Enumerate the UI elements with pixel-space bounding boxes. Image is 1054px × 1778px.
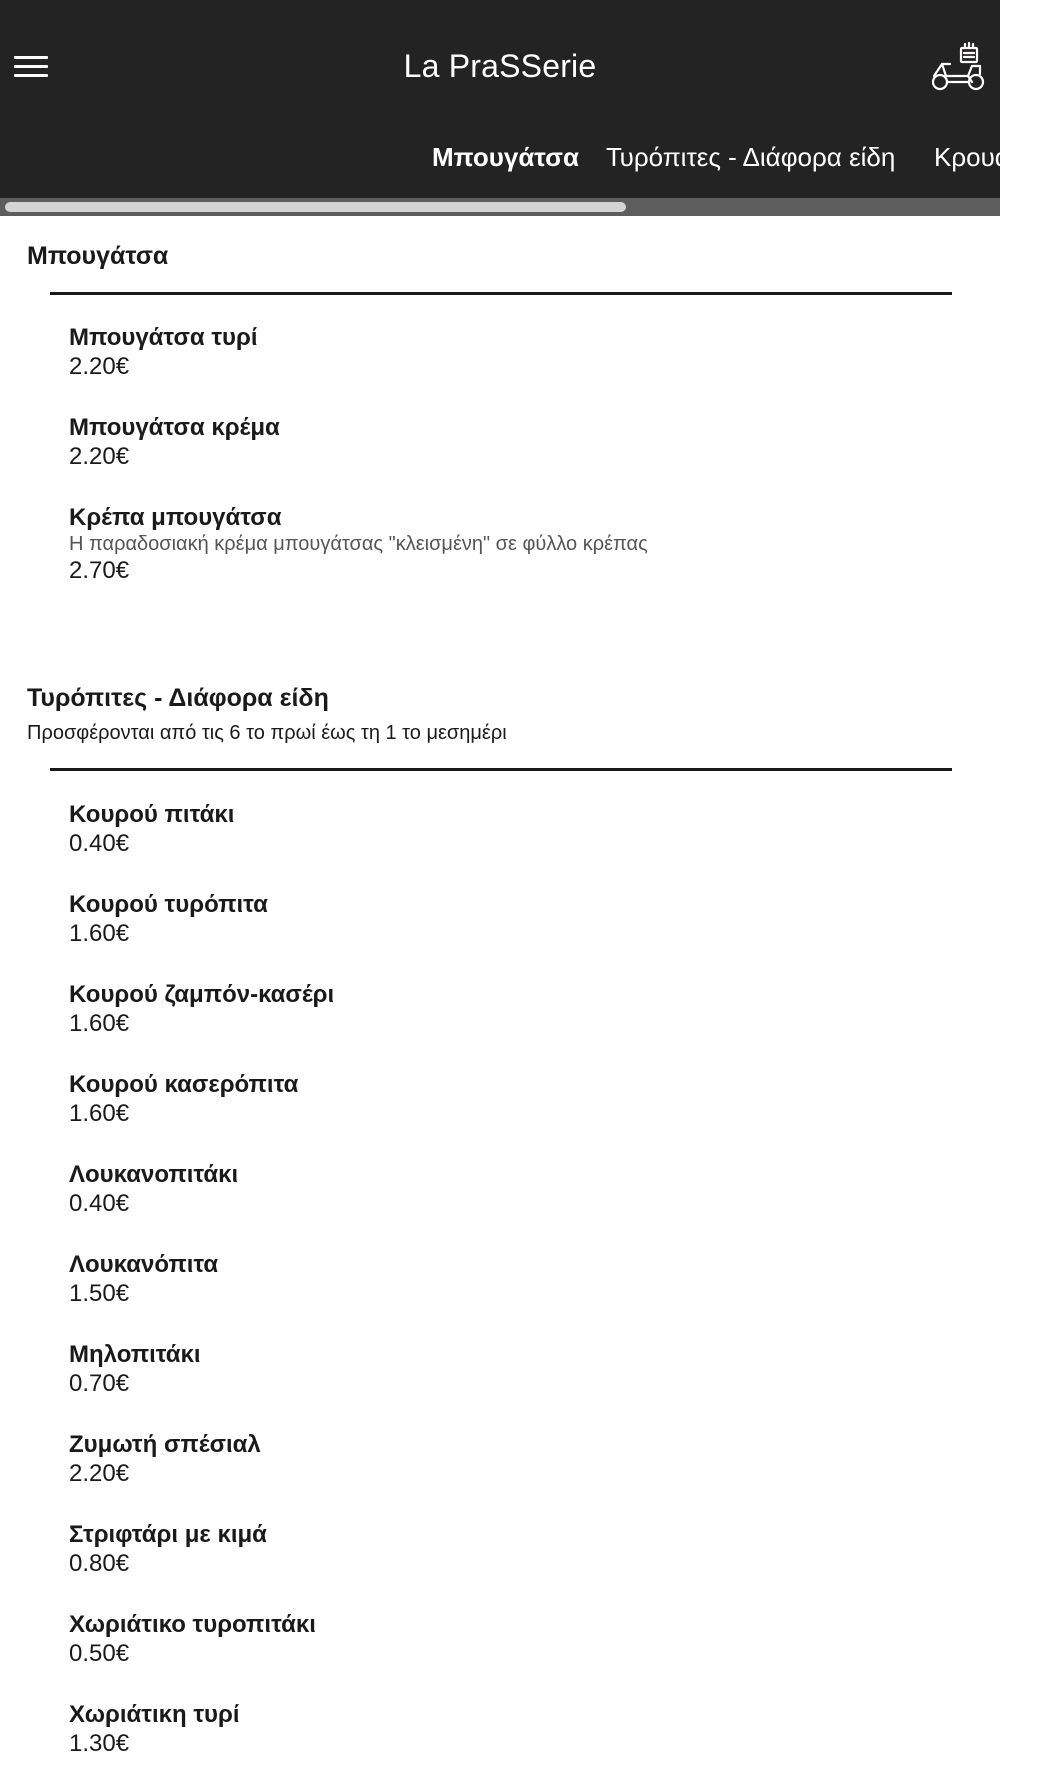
section-divider — [50, 768, 952, 771]
item-price: 0.40€ — [69, 830, 130, 857]
top-app-bar — [0, 0, 1054, 210]
menu-item[interactable] — [69, 1431, 949, 1489]
app-title: La PraSSerie — [403, 48, 597, 84]
menu-item[interactable] — [69, 324, 949, 382]
item-name: Στριφτάρι με κιμά — [69, 1521, 267, 1548]
item-name: Μπουγάτσα κρέμα — [69, 414, 280, 441]
item-price: 2.70€ — [69, 557, 130, 584]
section-divider — [50, 292, 952, 295]
item-name: Κουρού τυρόπιτα — [69, 891, 268, 918]
item-name: Λουκανόπιτα — [69, 1251, 219, 1278]
item-price: 0.80€ — [69, 1550, 130, 1577]
item-price: 0.70€ — [69, 1370, 130, 1397]
item-name: Λουκανοπιτάκι — [69, 1161, 239, 1188]
item-price: 2.20€ — [69, 353, 130, 380]
menu-item[interactable] — [69, 981, 949, 1039]
menu-item[interactable] — [69, 1341, 949, 1399]
menu-item[interactable] — [69, 1701, 949, 1759]
item-price: 2.20€ — [69, 443, 130, 470]
item-price: 1.60€ — [69, 920, 130, 947]
menu-item[interactable] — [69, 801, 949, 859]
menu-item[interactable] — [69, 504, 949, 586]
item-description: Η παραδοσιακή κρέμα μπουγάτσας "κλεισμένη" σε φύλλο κρέπας — [69, 533, 648, 555]
tab-tyropites[interactable]: Τυρόπιτες - Διάφορα είδη — [606, 142, 896, 172]
item-name: Μπουγάτσα τυρί — [69, 324, 258, 351]
menu-item[interactable] — [69, 1611, 949, 1669]
item-name: Κρέπα μπουγάτσα — [69, 504, 282, 531]
category-tabs — [0, 142, 1054, 182]
menu-item[interactable] — [69, 891, 949, 949]
item-name: Κουρού πιτάκι — [69, 801, 235, 828]
menu-item[interactable] — [69, 1251, 949, 1309]
item-name: Κουρού ζαμπόν-κασέρι — [69, 981, 335, 1008]
tab-bougatsa[interactable]: Μπουγάτσα — [432, 142, 579, 172]
item-name: Κουρού κασερόπιτα — [69, 1071, 299, 1098]
tab-kroisan[interactable]: Κρουασάν — [934, 142, 1054, 172]
item-name: Μηλοπιτάκι — [69, 1341, 201, 1368]
item-price: 0.50€ — [69, 1640, 130, 1667]
item-price: 1.30€ — [69, 1730, 130, 1757]
tabs-scrollbar[interactable] — [0, 198, 1000, 216]
menu-item[interactable] — [69, 1161, 949, 1219]
section-title: Μπουγάτσα — [27, 242, 169, 270]
item-price: 1.60€ — [69, 1010, 130, 1037]
menu-item[interactable] — [69, 414, 949, 472]
item-price: 1.50€ — [69, 1280, 130, 1307]
item-name: Χωριάτικο τυροπιτάκι — [69, 1611, 316, 1638]
menu-item[interactable] — [69, 1521, 949, 1579]
item-name: Χωριάτικη τυρί — [69, 1701, 240, 1728]
item-price: 0.40€ — [69, 1190, 130, 1217]
scrollbar-thumb[interactable] — [5, 202, 626, 212]
item-price: 1.60€ — [69, 1100, 130, 1127]
menu-item[interactable] — [69, 1071, 949, 1129]
delivery-scooter-icon[interactable] — [928, 42, 988, 94]
item-price: 2.20€ — [69, 1460, 130, 1487]
section-note: Προσφέρονται από τις 6 το πρωί έως τη 1 το μεσημέρι — [27, 722, 507, 744]
section-title: Τυρόπιτες - Διάφορα είδη — [27, 684, 329, 712]
item-name: Ζυμωτή σπέσιαλ — [69, 1431, 261, 1458]
